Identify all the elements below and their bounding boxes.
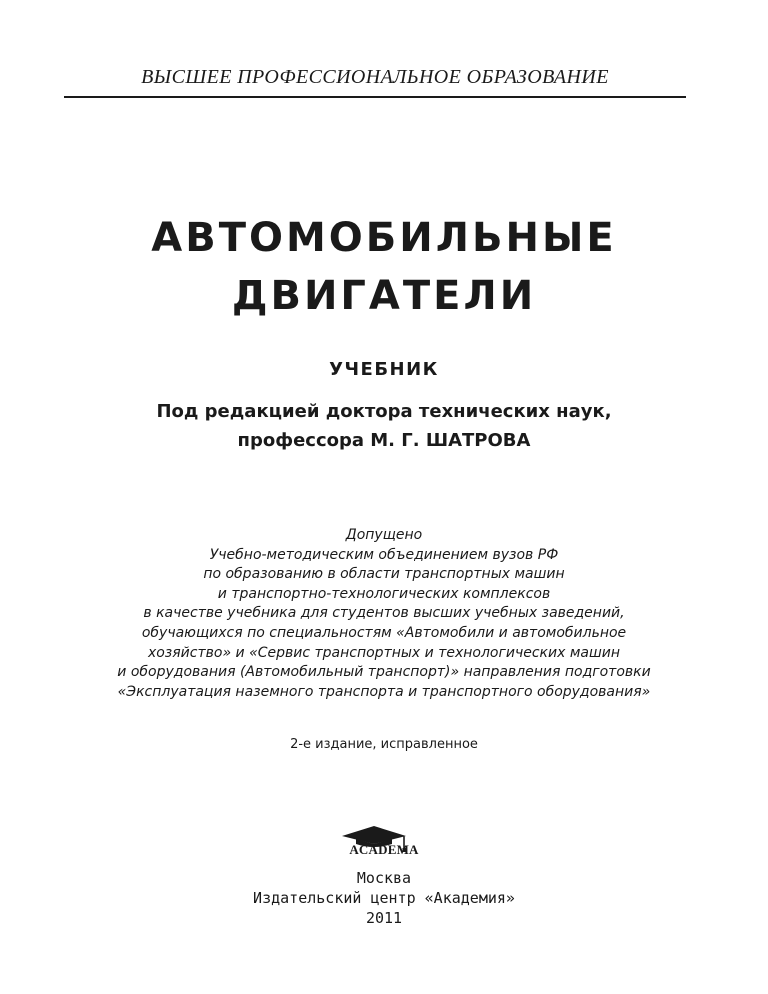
publisher-block: [0, 868, 768, 928]
book-title-line-2: ДВИГАТЕЛИ: [231, 273, 537, 319]
approval-line: и оборудования (Автомобильный транспорт)» направления подготовки: [117, 664, 651, 681]
approval-block: [0, 526, 768, 702]
editor-line-1: Под редакцией доктора технических наук,: [156, 401, 612, 422]
approval-line: и транспортно-технологических комплексов: [217, 585, 551, 602]
book-title-line-1: АВТОМОБИЛЬНЫЕ: [151, 215, 617, 261]
approval-line: хозяйство» и «Сервис транспортных и технологических машин: [147, 644, 621, 661]
approval-line: по образованию в области транспортных машин: [203, 566, 565, 583]
publication-year: 2011: [365, 909, 403, 927]
editor-line-2: профессора М. Г. ШАТРОВА: [237, 430, 531, 451]
approval-line: обучающихся по специальностям «Автомобили и автомобильное: [141, 624, 627, 641]
edition-note: 2-е издание, исправленное: [290, 737, 478, 752]
series-title: ВЫСШЕЕ ПРОФЕССИОНАЛЬНОЕ ОБРАЗОВАНИЕ: [141, 66, 609, 88]
publisher-logo-text: ACADEMA: [349, 842, 419, 857]
approval-line: «Эксплуатация наземного транспорта и транспортного оборудования»: [117, 683, 651, 700]
approval-line: Допущено: [345, 527, 423, 543]
publisher-city: Москва: [356, 869, 412, 887]
book-genre: УЧЕБНИК: [329, 359, 439, 380]
publisher-name: Издательский центр «Академия»: [253, 889, 515, 907]
approval-line: в качестве учебника для студентов высших учебных заведений,: [143, 605, 625, 622]
approval-line: Учебно-методическим объединением вузов РФ: [209, 546, 559, 563]
series-divider: [64, 96, 686, 98]
